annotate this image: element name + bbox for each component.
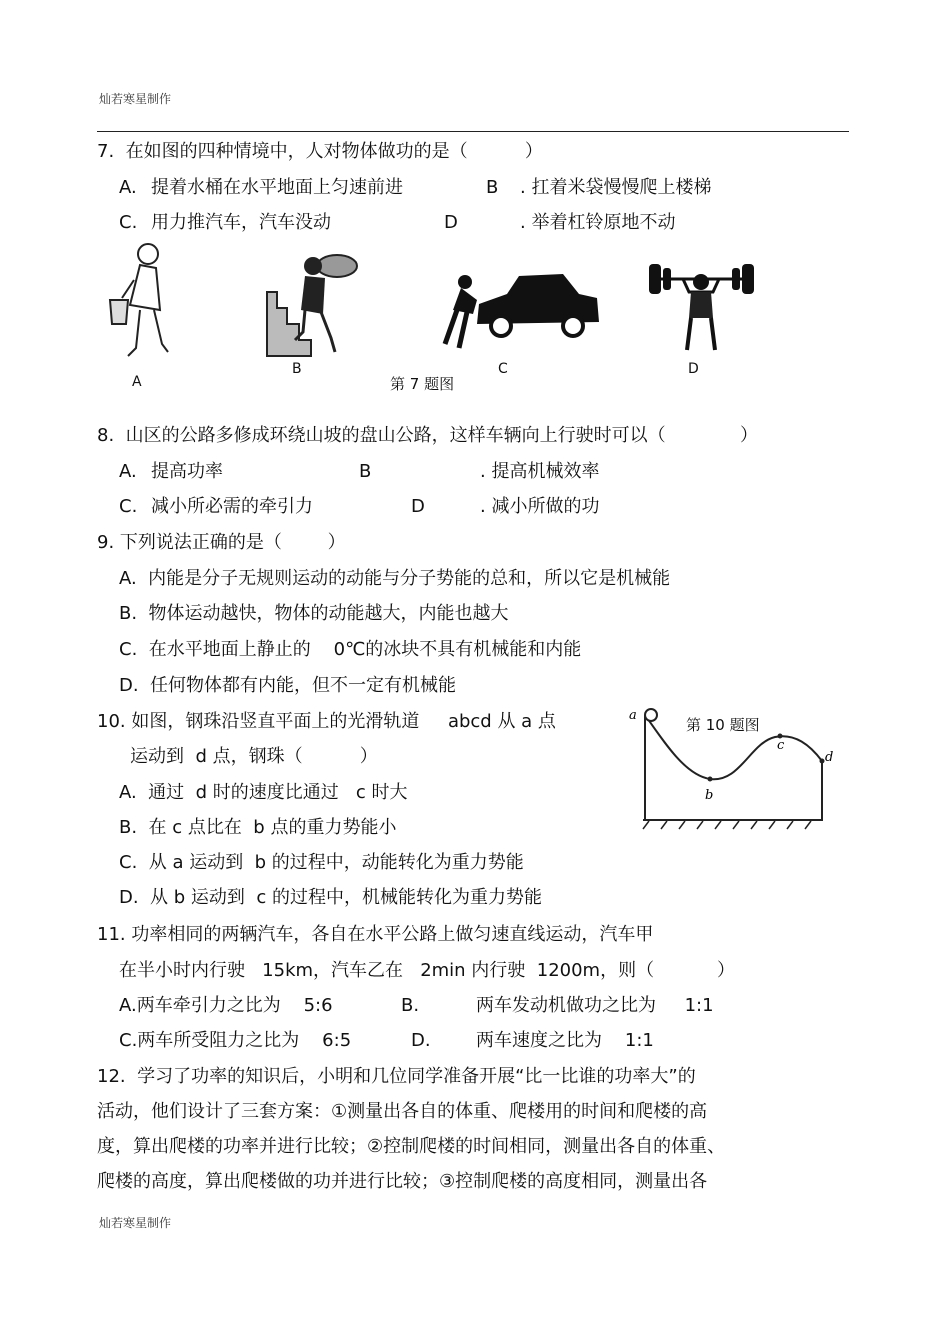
q11-option-a: A.两车牵引力之比为 5:6 <box>119 995 333 1016</box>
q7-figure-caption: 第 7 题图 <box>390 375 455 393</box>
q9-option-c: C. 在水平地面上静止的 0℃的冰块不具有机械能和内能 <box>119 639 582 660</box>
q7-stem: 7. 在如图的四种情境中，人对物体做功的是（ ） <box>97 141 543 162</box>
q7-figure-d-barbell-illustration <box>645 256 760 358</box>
q11-option-b-key: B. <box>401 995 420 1016</box>
q8-option-b-key: B <box>359 461 372 482</box>
q8-option-c: 减小所必需的牵引力 <box>151 496 313 517</box>
q8-option-a: 提高功率 <box>151 461 223 482</box>
q10-option-c: C. 从 a 运动到 b 的过程中，动能转化为重力势能 <box>119 852 524 873</box>
q7-figure-label-c: C <box>498 361 508 377</box>
page-header-text: 灿若寒星制作 <box>99 92 172 106</box>
q8-option-a-key: A. <box>119 461 137 482</box>
q7-option-b: . 扛着米袋慢慢爬上楼梯 <box>520 177 712 198</box>
q10-stem-line1: 10. 如图，钢珠沿竖直平面上的光滑轨道 abcd 从 a 点 <box>97 711 556 732</box>
q11-stem-line2: 在半小时内行驶 15km，汽车乙在 2min 内行驶 1200m，则（ ） <box>119 960 736 981</box>
q9-option-b: B. 物体运动越快，物体的动能越大，内能也越大 <box>119 603 509 624</box>
q7-option-d-key: D <box>444 212 458 233</box>
q11-stem-line1: 11. 功率相同的两辆汽车，各自在水平公路上做匀速直线运动，汽车甲 <box>97 924 654 945</box>
q10-point-a-label: a <box>629 708 637 723</box>
q10-option-d: D. 从 b 运动到 c 的过程中，机械能转化为重力势能 <box>119 887 542 908</box>
q7-figure-label-d: D <box>688 361 699 377</box>
header-rule <box>97 131 849 132</box>
q9-option-d: D. 任何物体都有内能，但不一定有机械能 <box>119 675 457 696</box>
q11-option-d: 两车速度之比为 1:1 <box>476 1030 654 1051</box>
q12-line2: 活动，他们设计了三套方案：①测量出各自的体重、爬楼用的时间和爬楼的高 <box>97 1101 708 1122</box>
q7-figure-b-stairs-illustration <box>265 248 360 358</box>
q8-option-d: . 减小所做的功 <box>480 496 600 517</box>
q9-stem: 9. 下列说法正确的是（ ） <box>97 532 346 553</box>
q7-option-a-key: A. <box>119 177 137 198</box>
q10-option-b: B. 在 c 点比在 b 点的重力势能小 <box>119 817 397 838</box>
q8-option-c-key: C. <box>119 496 138 517</box>
q10-figure-caption: 第 10 题图 <box>686 716 760 734</box>
q7-option-a: 提着水桶在水平地面上匀速前进 <box>151 177 403 198</box>
q11-option-b: 两车发动机做功之比为 1:1 <box>476 995 714 1016</box>
q7-figure-label-b: B <box>292 361 302 377</box>
q11-option-d-key: D. <box>411 1030 431 1051</box>
q12-line1: 12. 学习了功率的知识后，小明和几位同学准备开展“比一比谁的功率大”的 <box>97 1066 696 1087</box>
q7-option-c: 用力推汽车，汽车没动 <box>151 212 331 233</box>
q7-option-d: . 举着杠铃原地不动 <box>520 212 676 233</box>
q11-option-c: C.两车所受阻力之比为 6:5 <box>119 1030 352 1051</box>
q7-figure-c-car-push-illustration <box>437 264 602 352</box>
q10-point-d-label: d <box>825 750 834 765</box>
q7-figure-label-a: A <box>132 374 142 390</box>
q10-point-c-label: c <box>777 738 785 753</box>
q7-option-c-key: C. <box>119 212 138 233</box>
q12-line4: 爬楼的高度，算出爬楼做的功并进行比较；③控制爬楼的高度相同，测量出各 <box>97 1171 708 1192</box>
page-footer-text: 灿若寒星制作 <box>99 1216 172 1230</box>
q8-option-b: . 提高机械效率 <box>480 461 600 482</box>
q12-line3: 度，算出爬楼的功率并进行比较；②控制爬楼的时间相同，测量出各自的体重、 <box>97 1136 726 1157</box>
q9-option-a: A. 内能是分子无规则运动的动能与分子势能的总和，所以它是机械能 <box>119 568 671 589</box>
q10-point-b-label: b <box>705 788 714 803</box>
q10-stem-line2: 运动到 d 点，钢珠（ ） <box>130 746 378 767</box>
q8-option-d-key: D <box>411 496 425 517</box>
q7-option-b-key: B <box>486 177 499 198</box>
q7-figure-a-bucket-illustration <box>100 240 180 365</box>
q8-stem: 8. 山区的公路多修成环绕山坡的盘山公路，这样车辆向上行驶时可以（ ） <box>97 425 758 446</box>
q10-option-a: A. 通过 d 时的速度比通过 c 时大 <box>119 782 408 803</box>
